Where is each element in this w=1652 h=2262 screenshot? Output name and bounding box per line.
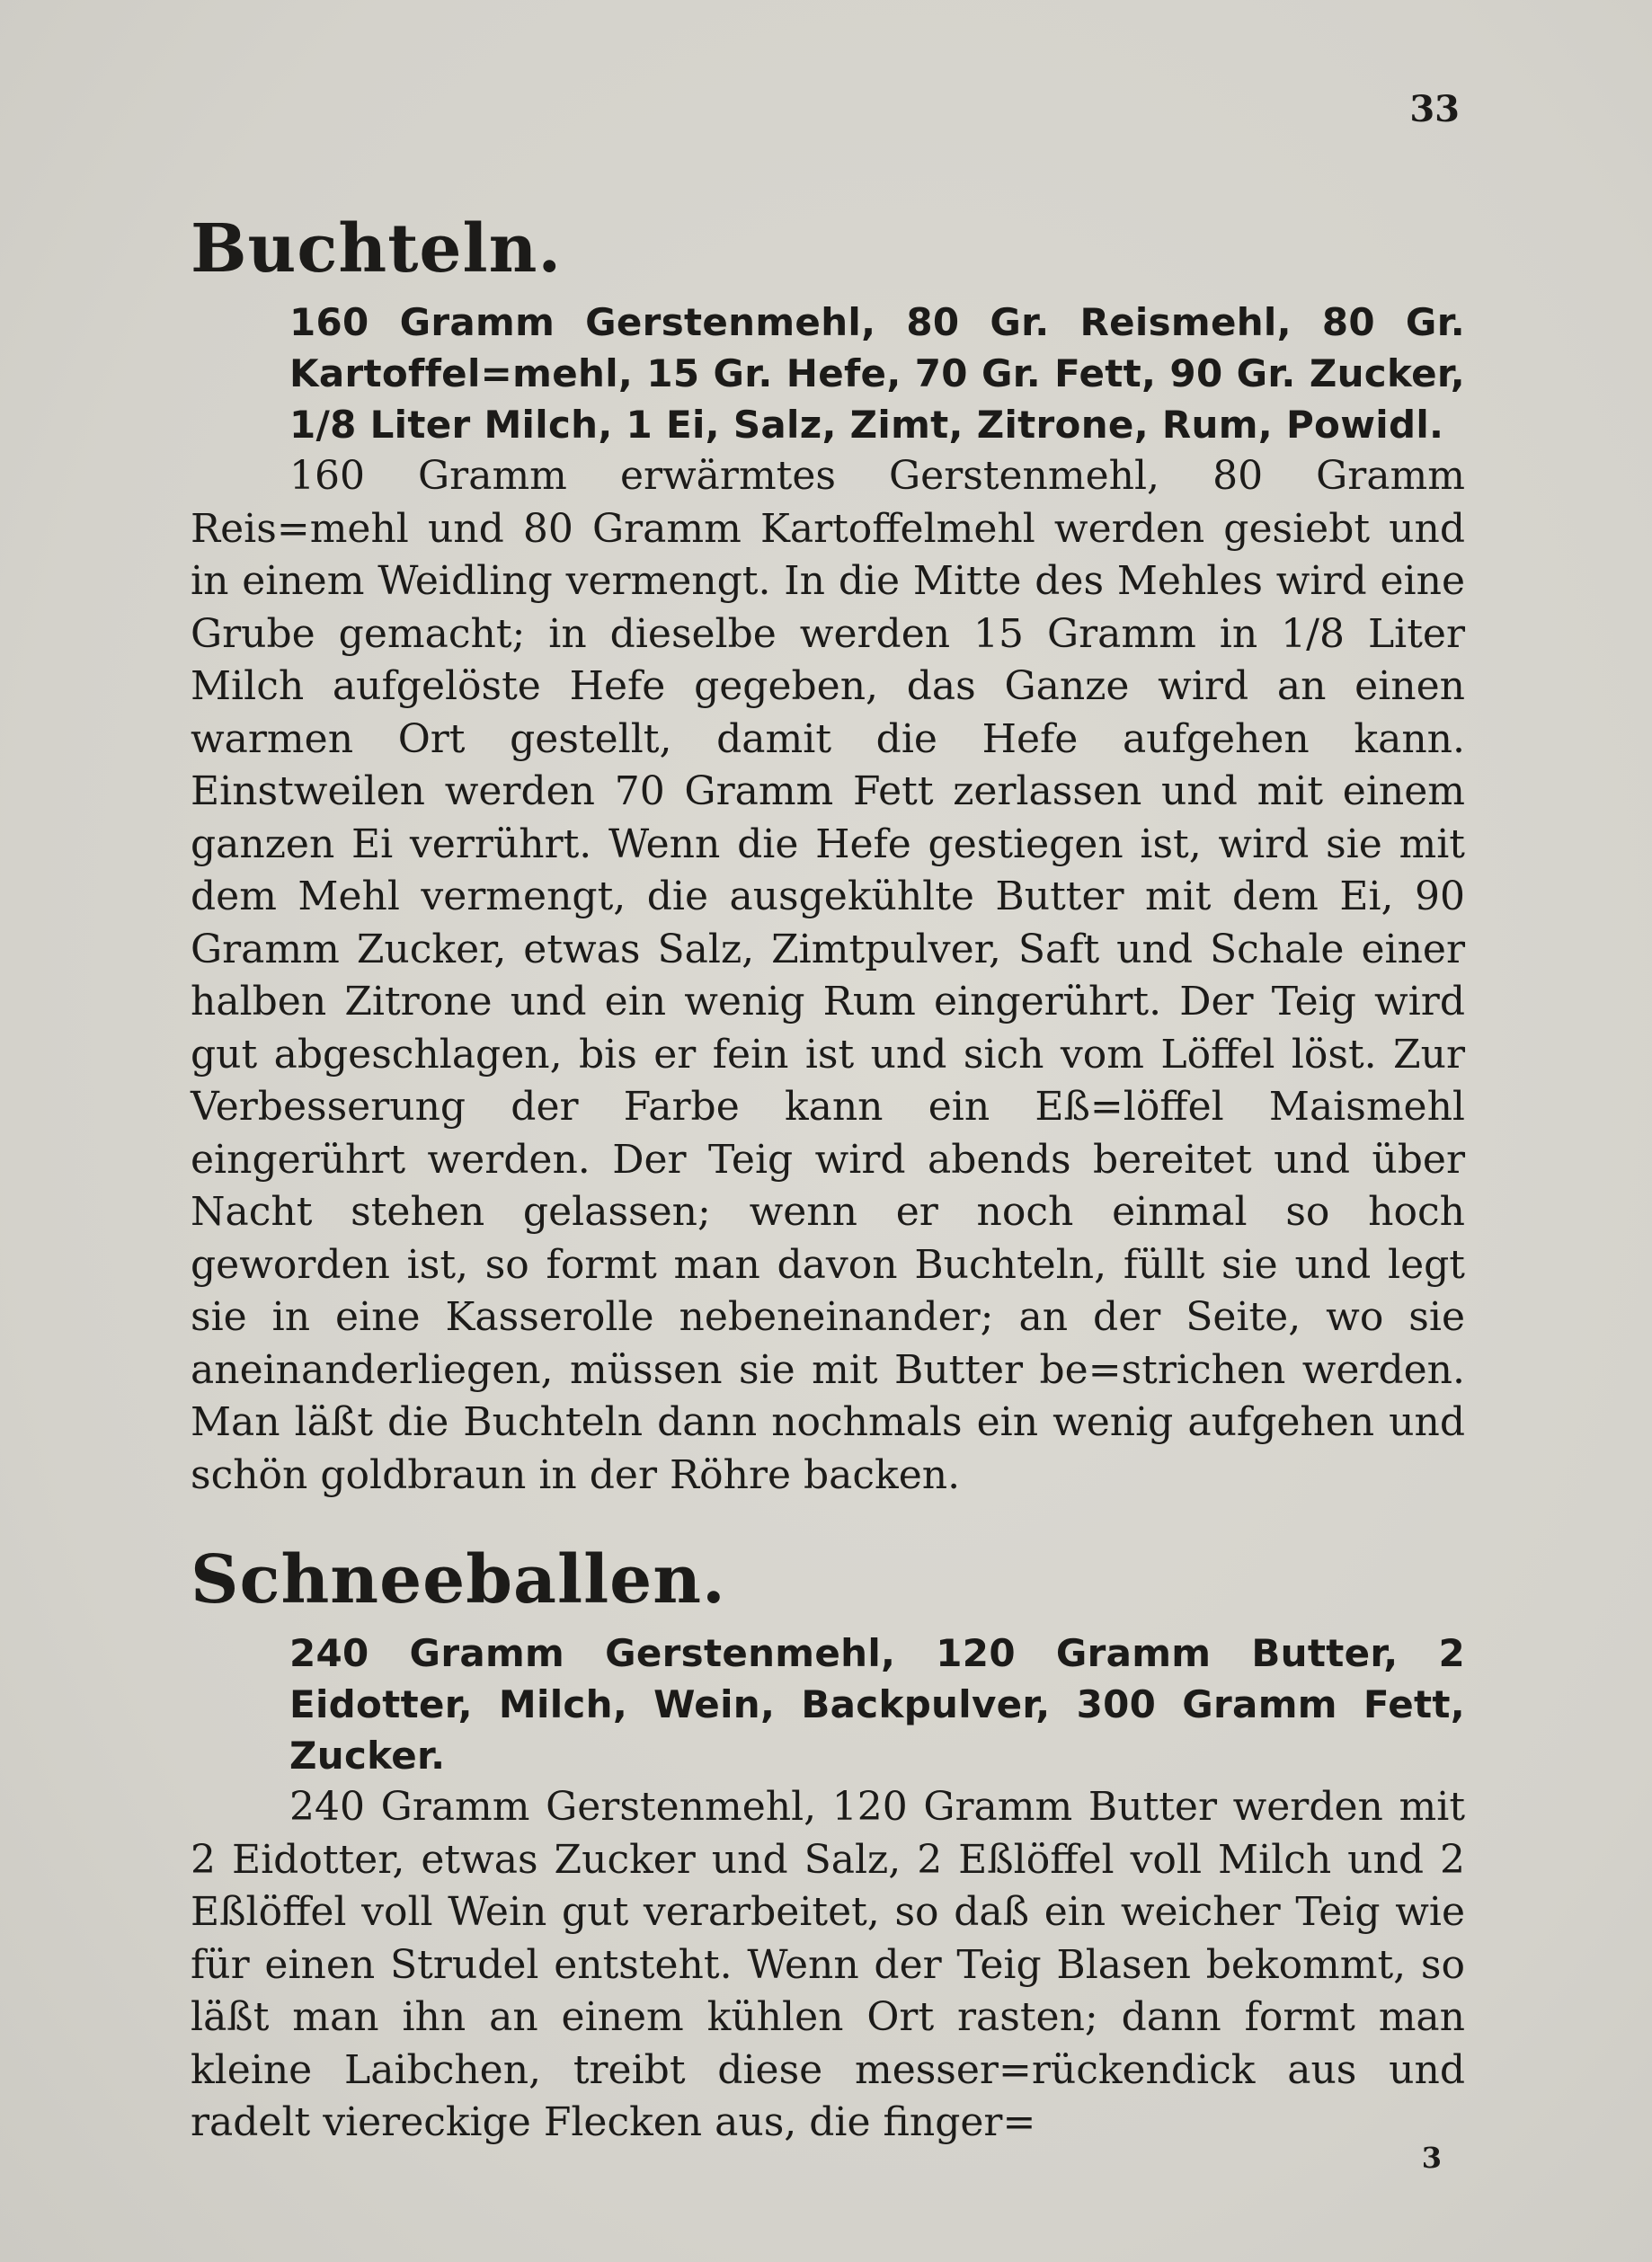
recipe-instructions: 160 Gramm erwärmtes Gerstenmehl, 80 Gramm Reis=mehl und 80 Gramm Kartoffelmehl werden gesiebt und in einem Weidling vermengt. In die Mitte des Mehles wird eine Grube gemacht; in dieselbe werden 15 Gramm in 1/8 Liter Milch aufgelöste Hefe gegeben, das Ganze wird an einen warmen Ort gestellt, damit die Hefe aufgehen kann. Einstweilen werden 70 Gramm Fett zerlassen und mit einem ganzen Ei verrührt. Wenn die Hefe gestiegen ist, wird sie mit dem Mehl vermengt, die ausgekühlte Butter mit dem Ei, 90 Gramm Zucker, etwas Salz, Zimtpulver, Saft und Schale einer halben Zitrone und ein wenig Rum eingerührt. Der Teig wird gut abgeschlagen, bis er fein ist und sich vom Löffel löst. Zur Verbesserung der Farbe kann ein Eß=löffel Maismehl eingerührt werden. Der Teig wird abends bereitet und über Nacht stehen gelassen; wenn er noch einmal so hoch geworden ist, so formt man davon Buchteln, füllt sie und legt sie in eine Kasserolle nebeneinander; an der Seite, wo sie aneinanderliegen, müssen sie mit Butter be=strichen werden. Man läßt die Buchteln dann nochmals ein wenig aufgehen und schön goldbraun in der Röhre backen. — [191, 453, 1465, 1498]
page-number: 33 — [1409, 88, 1460, 130]
recipe-ingredients: 240 Gramm Gerstenmehl, 120 Gramm Butter, 2 Eidotter, Milch, Wein, Backpulver, 300 Gramm Fett, Zucker. — [289, 1631, 1465, 1778]
recipe-ingredients: 160 Gramm Gerstenmehl, 80 Gr. Reismehl, 80 Gr. Kartoffel=mehl, 15 Gr. Hefe, 70 Gr. Fett, 90 Gr. Zucker, 1/8 Liter Milch, 1 Ei, Salz, Zimt, Zitrone, Rum, Powidl. — [289, 300, 1465, 447]
sheet-signature-number: 3 — [1421, 2141, 1442, 2175]
page-content — [191, 208, 1465, 2150]
recipe-title: Buchteln. — [191, 210, 563, 288]
recipe-title: Schneeballen. — [191, 1541, 726, 1619]
recipe-instructions: 240 Gramm Gerstenmehl, 120 Gramm Butter werden mit 2 Eidotter, etwas Zucker und Salz, 2 Eßlöffel voll Milch und 2 Eßlöffel voll Wein gut verarbeitet, so daß ein weicher Teig wie für einen Strudel entsteht. Wenn der Teig Blasen bekommt, so läßt man ihn an einem kühlen Ort rasten; dann formt man kleine Laibchen, treibt diese messer=rückendick aus und radelt viereckige Flecken aus, die finger= — [191, 1784, 1465, 2145]
recipe-buchteln — [191, 208, 1465, 1502]
recipe-schneeballen — [191, 1539, 1465, 2150]
